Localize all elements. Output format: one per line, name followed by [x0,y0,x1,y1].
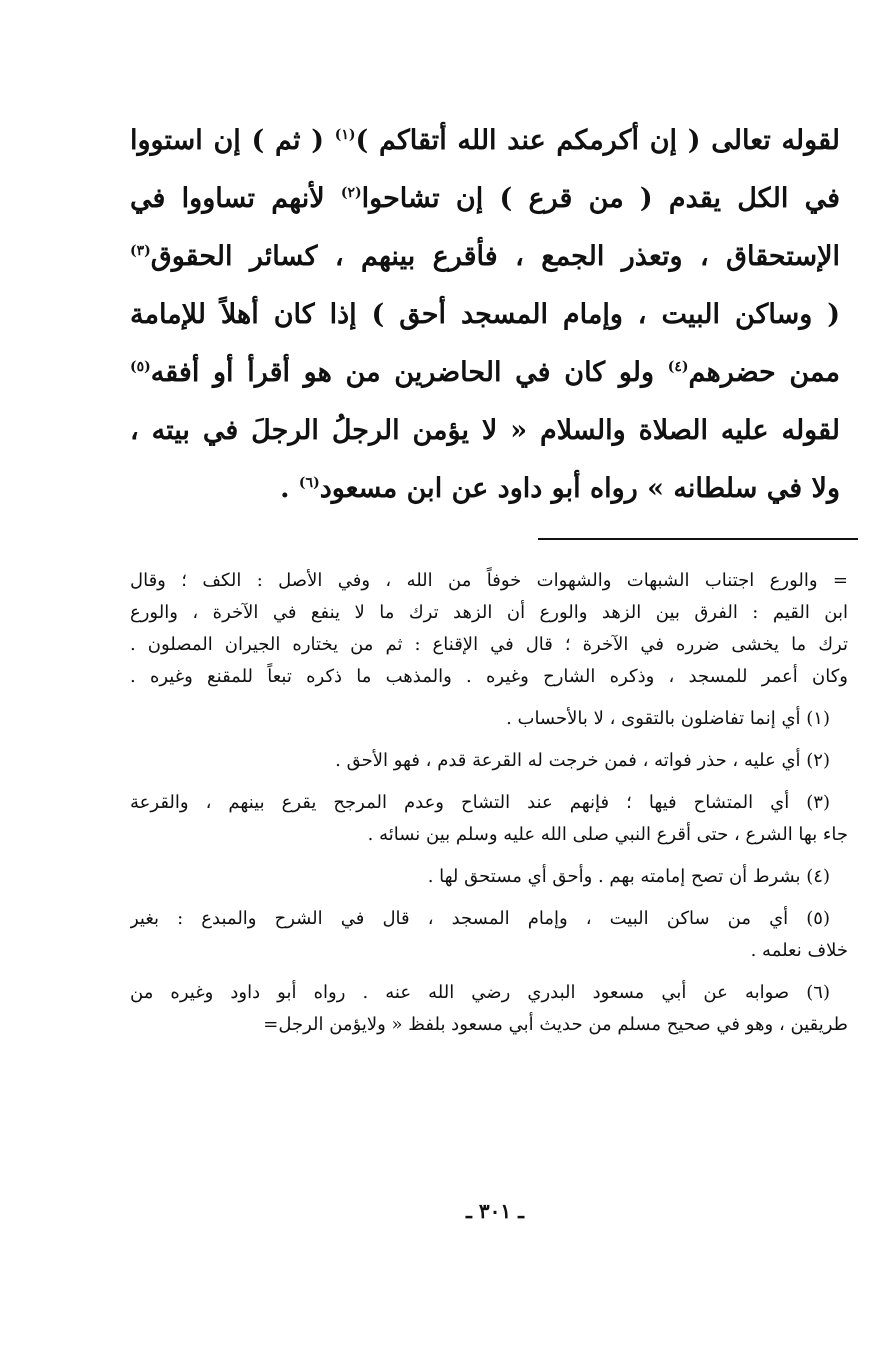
note-spacer [130,693,848,703]
footnote-divider [538,538,858,540]
main-text [130,112,840,518]
footnote-2: (٢) أي عليه ، حذر فواته ، فمن خرجت له القرعة قدم ، فهو الأحق . [335,750,830,771]
footnote-6-line-2: طريقين ، وهو في صحيح مسلم من حديث أبي مسعود بلفظ « ولايؤمن الرجل= [263,1014,848,1035]
footnote-5-line-2: خلاف نعلمه . [750,940,848,961]
footnote-marker-1: (١) [334,127,356,143]
main-text-line-2 [130,170,840,228]
main-text-segment: ولو كان في الحاضرين من هو أقرأ أو أفقه [150,357,668,388]
footnote-6-line-1: (٦) صوابه عن أبي مسعود البدري رضي الله عنه . رواه أبو داود وغيره من [130,982,830,1003]
continuation-line-2: ابن القيم : الفرق بين الزهد والورع أن الزهد ترك ما لا ينفع في الآخرة ، والورع [130,602,848,623]
note-spacer [130,777,848,787]
note-spacer [130,851,848,861]
main-text-segment: ولا في سلطانه » رواه أبو داود عن ابن مسعود [319,473,840,504]
main-text-segment: الإستحقاق ، وتعذر الجمع ، فأقرع بينهم ، كسائر الحقوق [150,241,840,272]
continuation-line-3: ترك ما يخشى ضرره في الآخرة ؛ قال في الإقناع : ثم من يختاره الجيران المصلون . [130,634,848,655]
main-text-line-3 [130,228,840,286]
note-spacer [130,735,848,745]
main-text-segment: ممن حضرهم [688,357,840,388]
footnote-4: (٤) بشرط أن تصح إمامته بهم . وأحق أي مستحق لها . [427,866,830,887]
main-text-segment: ( ثم ) إن استووا [130,125,335,156]
continuation-line-4: وكان أعمر للمسجد ، وذكره الشارح وغيره . والمذهب ما ذكره تبعاً للمقنع وغيره . [130,666,848,687]
main-text-segment: ( وساكن البيت ، وإمام المسجد أحق ) إذا كان أهلاً للإمامة [130,299,840,330]
main-text-segment: لقوله تعالى ( إن أكرمكم عند الله أتقاكم ) [355,125,840,156]
footnote-3-line-2: جاء بها الشرع ، حتى أقرع النبي صلى الله عليه وسلم بين نسائه . [367,824,848,845]
main-text-line-1 [130,112,840,170]
note-spacer [130,967,848,977]
main-text-line-6 [130,402,840,460]
footnote-marker-2: (٢) [340,185,362,201]
footnote-1: (١) أي إنما تفاضلون بالتقوى ، لا بالأحساب . [506,708,830,729]
footnote-3-line-1: (٣) أي المتشاح فيها ؛ فإنهم عند التشاح وعدم المرجح يقرع بينهم ، والقرعة [130,792,830,813]
footnote-marker-3: (٣) [130,243,151,259]
main-text-segment: في الكل يقدم ( من قرع ) إن تشاحوا [361,183,840,214]
footnotes [130,565,848,1041]
note-spacer [130,893,848,903]
main-text-line-5 [130,344,840,402]
footnote-5-line-1: (٥) أي من ساكن البيت ، وإمام المسجد ، قال في الشرح والمبدع : بغير [130,908,830,929]
main-text-line-7 [130,460,840,518]
main-text-line-4 [130,286,840,344]
footnote-marker-4: (٤) [667,359,689,375]
footnote-marker-6: (٦) [298,475,320,491]
main-text-segment: لقوله عليه الصلاة والسلام « لا يؤمن الرجلُ الرجلَ في بيته ، [130,415,840,446]
page-number: ـ ٣٠١ ـ [466,1199,524,1223]
footnote-marker-5: (٥) [130,359,151,375]
main-text-segment: . [280,473,299,504]
main-text-segment: لأنهم تساووا في [130,183,341,214]
continuation-line-1: = والورع اجتناب الشبهات والشهوات خوفاً من الله ، وفي الأصل : الكف ؛ وقال [130,570,848,591]
